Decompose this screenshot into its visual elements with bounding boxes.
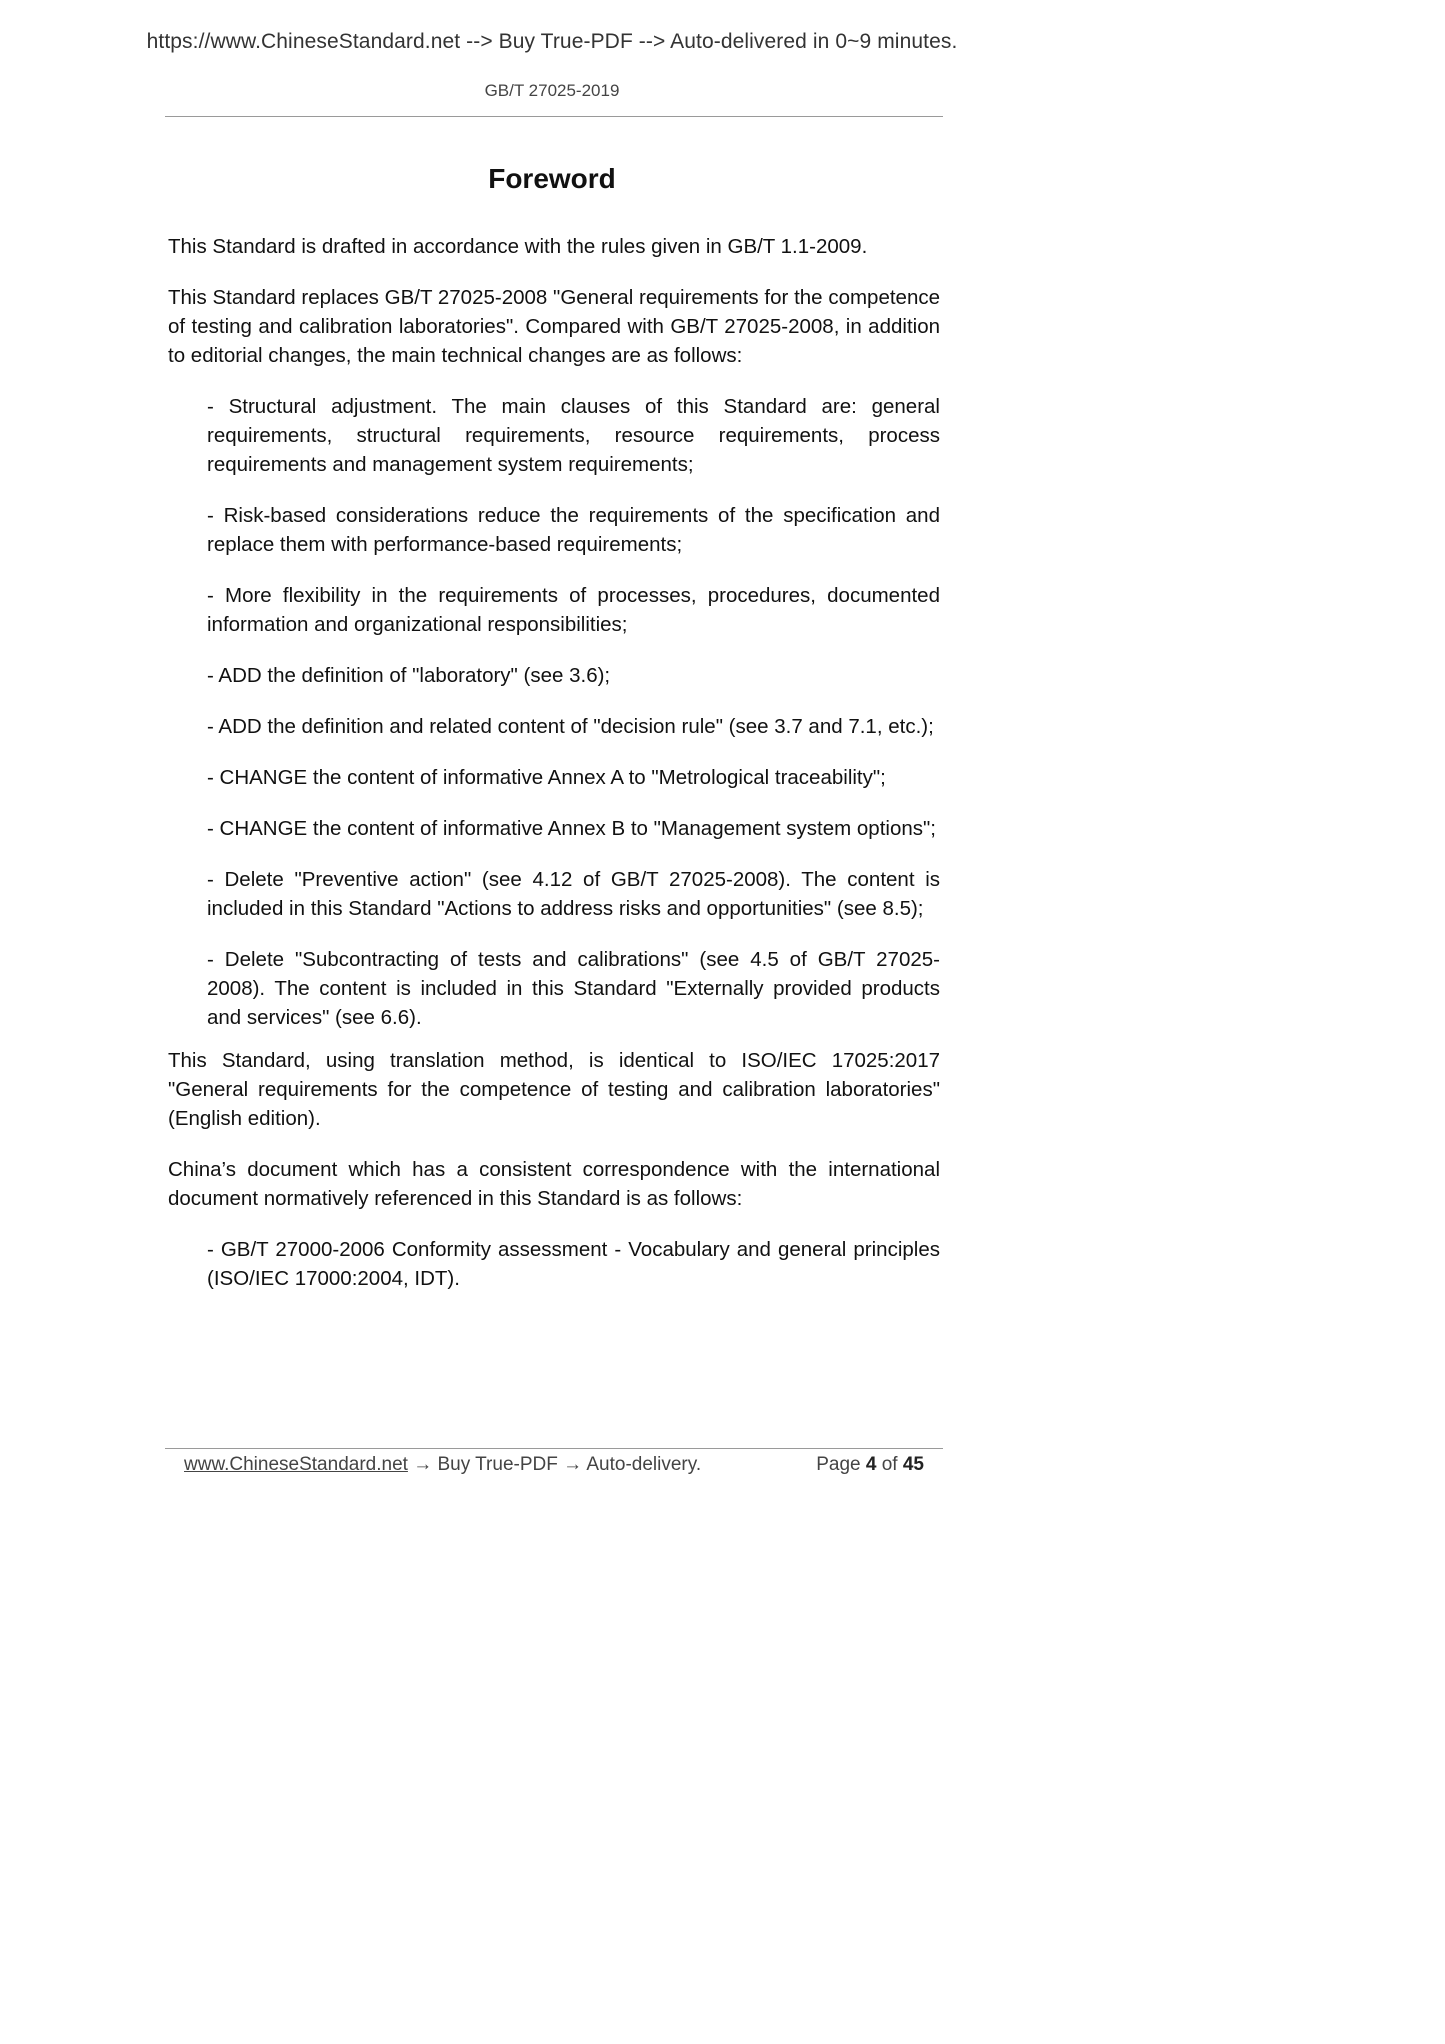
footer-delivery-text: Auto-delivery.: [586, 1454, 702, 1475]
footer-buy-text: Buy True-PDF: [437, 1454, 558, 1475]
footer-divider: [165, 1448, 943, 1449]
paragraph-replacement: This Standard replaces GB/T 27025-2008 "General requirements for the competence of testing and calibration laboratories". Compared with GB/T 27025-2008, in addition to editorial changes, the main technical changes are as follows:: [168, 286, 940, 367]
page-number: 4: [865, 1454, 877, 1475]
change-item: - Risk-based considerations reduce the requirements of the specification and replace them with performance-based requirements;: [207, 504, 940, 556]
header-divider: [165, 116, 943, 117]
paragraph-identical-standard: This Standard, using translation method, is identical to ISO/IEC 17025:2017 "General requirements for the competence of testing and calibration laboratories" (English edition).: [168, 1049, 940, 1130]
paragraph-correspondence: China’s document which has a consistent correspondence with the international document normatively referenced in this Standard is as follows:: [168, 1158, 940, 1210]
document-body: [168, 232, 940, 1315]
page-title: Foreword: [488, 163, 616, 194]
total-pages: 45: [902, 1454, 924, 1475]
reference-item: - GB/T 27000-2006 Conformity assessment - Vocabulary and general principles (ISO/IEC 17000:2004, IDT).: [207, 1238, 940, 1290]
arrow-right-icon: →: [563, 1454, 583, 1475]
change-item: - CHANGE the content of informative Annex B to "Management system options";: [207, 817, 936, 840]
standard-code: GB/T 27025-2019: [484, 81, 620, 100]
footer-site-link[interactable]: www.ChineseStandard.net: [184, 1454, 408, 1475]
header-banner: https://www.ChineseStandard.net --> Buy True-PDF --> Auto-delivered in 0~9 minutes.: [146, 30, 958, 53]
page-footer: [184, 1452, 924, 1478]
change-item: - ADD the definition and related content of "decision rule" (see 3.7 and 7.1, etc.);: [207, 715, 934, 738]
change-item: - CHANGE the content of informative Annex A to "Metrological traceability";: [207, 766, 886, 789]
of-label: of: [881, 1454, 898, 1475]
change-item: - ADD the definition of "laboratory" (see 3.6);: [207, 664, 611, 687]
paragraph-drafting-rules: This Standard is drafted in accordance with the rules given in GB/T 1.1-2009.: [168, 235, 868, 258]
change-item: - More flexibility in the requirements of processes, procedures, documented information and organizational responsibilities;: [207, 584, 940, 636]
arrow-right-icon: →: [413, 1454, 433, 1475]
change-item: - Delete "Preventive action" (see 4.12 of GB/T 27025-2008). The content is included in this Standard "Actions to address risks and opportunities" (see 8.5);: [207, 868, 940, 920]
change-item: - Delete "Subcontracting of tests and calibrations" (see 4.5 of GB/T 27025-2008). The content is included in this Standard "Externally provided products and services" (see 6.6).: [207, 948, 940, 1029]
change-item: - Structural adjustment. The main clauses of this Standard are: general requirements, structural requirements, resource requirements, process requirements and management system requirements;: [207, 395, 940, 476]
page-indicator: [816, 1452, 924, 1478]
page-label: Page: [816, 1454, 861, 1475]
